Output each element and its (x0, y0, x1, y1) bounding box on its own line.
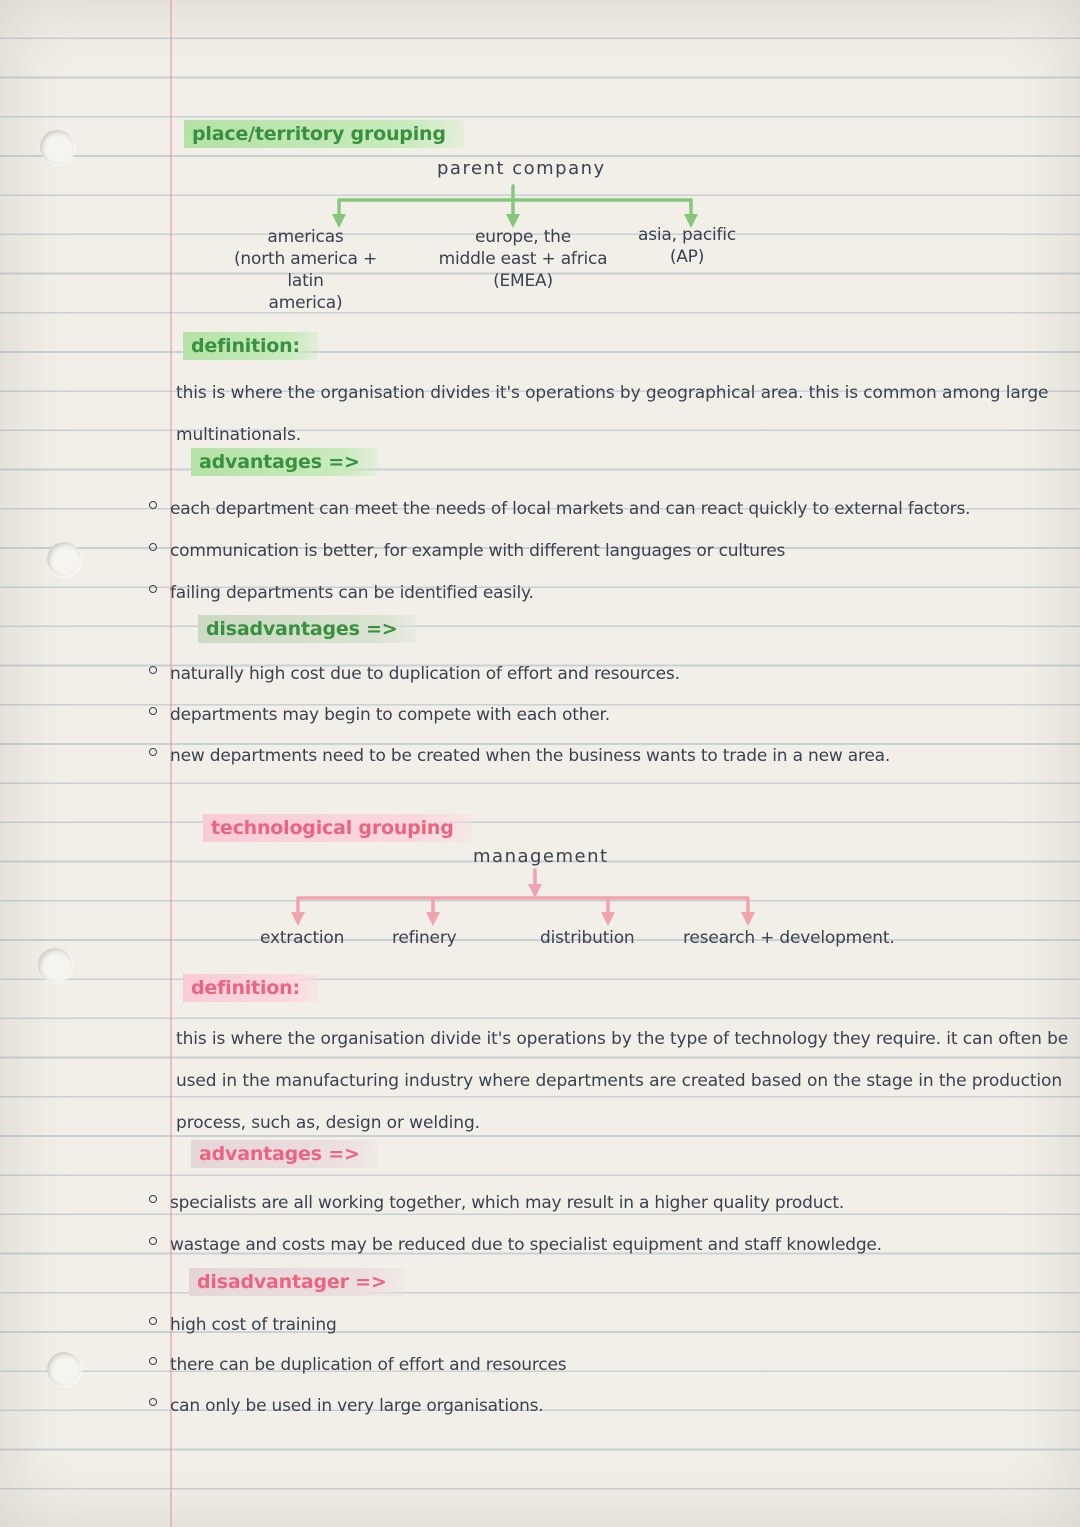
list-item-text: departments may begin to compete with each other. (170, 705, 610, 725)
list-item (149, 1191, 1079, 1215)
tree1-child-emea (428, 226, 618, 292)
tree2-child-extraction: extraction (260, 928, 345, 948)
bullet-circle-icon (149, 666, 157, 674)
section1-disadvantages-label: disadvantages => (198, 615, 416, 643)
tree2-child-refinery: refinery (392, 928, 457, 948)
list-item (149, 497, 1079, 521)
tree2-child-distribution: distribution (540, 928, 635, 948)
section1-definition-label: definition: (183, 332, 318, 360)
list-item-text: failing departments can be identified easily. (170, 583, 534, 603)
list-item (149, 1233, 1079, 1257)
section2-advantages-label: advantages => (191, 1140, 378, 1168)
list-item-text: can only be used in very large organisations. (170, 1396, 544, 1416)
section2-title: technological grouping (203, 814, 472, 842)
tree2-connectors (283, 868, 763, 930)
section2-definition-label: definition: (183, 974, 318, 1002)
tree1-child-line: americas (267, 227, 344, 247)
bullet-circle-icon (149, 501, 157, 509)
bullet-circle-icon (149, 748, 157, 756)
tree1-child-americas (218, 226, 393, 314)
list-item (149, 1353, 1079, 1377)
hole-punch (47, 1352, 81, 1386)
hole-punch (47, 542, 81, 576)
tree1-child-line: (EMEA) (493, 271, 553, 291)
bullet-circle-icon (149, 1398, 157, 1406)
section1-advantages-label: advantages => (191, 448, 378, 476)
section2-definition-text: this is where the organisation divide it's operations by the type of technology they require. it can often be used in the manufacturing industry where departments are created based on the stage in the production process, such as, design or welding. (176, 1029, 1069, 1133)
list-item-text: naturally high cost due to duplication of effort and resources. (170, 664, 680, 684)
list-item-text: specialists are all working together, which may result in a higher quality product. (170, 1193, 845, 1213)
section1-definition-text: this is where the organisation divides it's operations by geographical area. this is common among large multinationals. (176, 383, 1049, 445)
bullet-circle-icon (149, 1317, 157, 1325)
tree1-child-line: europe, the (474, 227, 571, 247)
bullet-circle-icon (149, 1237, 157, 1245)
hole-punch (38, 948, 72, 982)
list-item (149, 1313, 1079, 1337)
list-item (149, 662, 1079, 686)
tree1-child-asia-pacific (612, 224, 762, 268)
list-item-text: wastage and costs may be reduced due to specialist equipment and staff knowledge. (170, 1235, 882, 1255)
tree1-child-line: (north america + latin (233, 249, 377, 291)
bullet-circle-icon (149, 585, 157, 593)
tree1-root-label: parent company (437, 158, 606, 179)
list-item (149, 539, 1079, 563)
list-item-text: high cost of training (170, 1315, 337, 1335)
tree2-child-research-development: research + development. (683, 928, 895, 948)
section1-title: place/territory grouping (184, 120, 464, 148)
list-item (149, 744, 1079, 768)
tree1-child-line: middle east + africa (438, 249, 608, 269)
bullet-circle-icon (149, 1195, 157, 1203)
tree1-child-line: asia, pacific (638, 225, 736, 245)
list-item (149, 1394, 1079, 1418)
tree1-child-line: america) (268, 293, 343, 313)
section2-disadvantages-label: disadvantager => (189, 1268, 405, 1296)
hole-punch (40, 130, 74, 164)
bullet-circle-icon (149, 1357, 157, 1365)
list-item-text: new departments need to be created when the business wants to trade in a new area. (170, 746, 891, 766)
list-item (149, 581, 1079, 605)
bullet-circle-icon (149, 543, 157, 551)
list-item-text: communication is better, for example with different languages or cultures (170, 541, 786, 561)
list-item-text: there can be duplication of effort and resources (170, 1355, 567, 1375)
list-item-text: each department can meet the needs of local markets and can react quickly to external factors. (170, 499, 971, 519)
bullet-circle-icon (149, 707, 157, 715)
list-item (149, 703, 1079, 727)
tree2-root-label: management (473, 846, 609, 867)
tree1-child-line: (AP) (669, 247, 705, 267)
